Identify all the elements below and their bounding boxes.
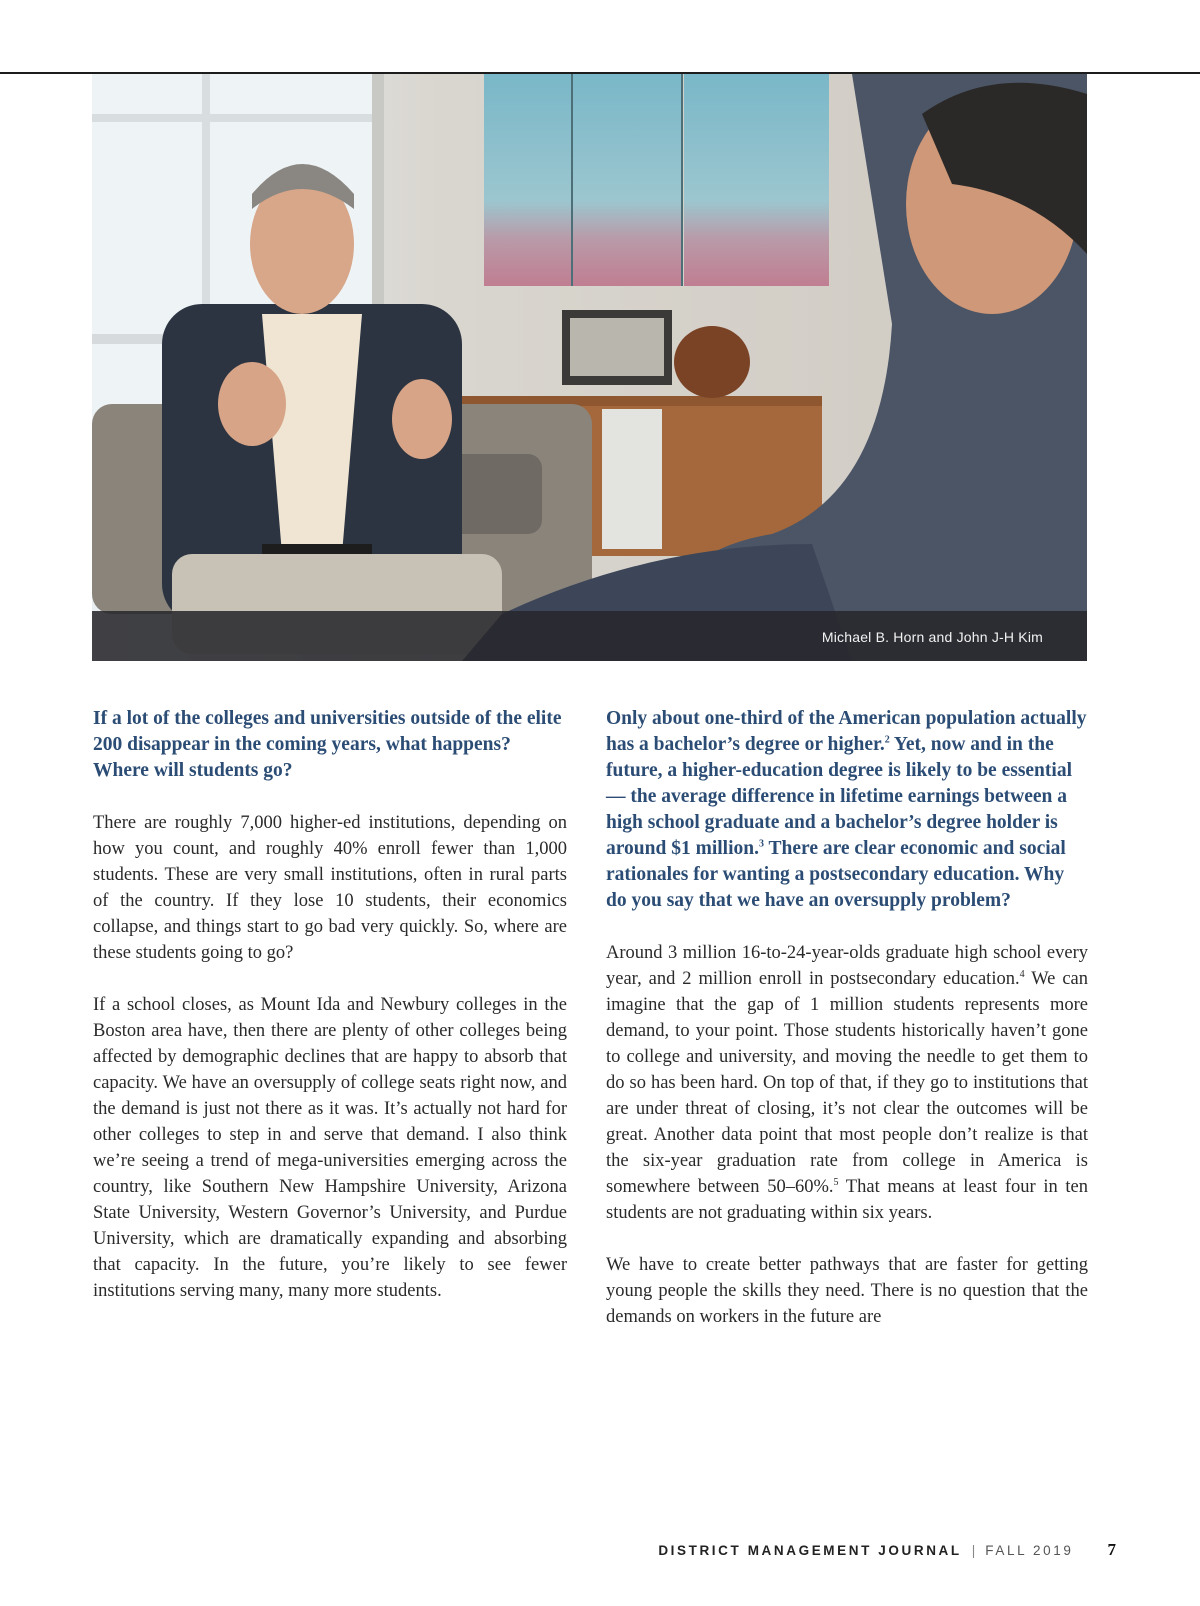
- footnote-ref: 2: [884, 734, 890, 746]
- question-text: Yet, now and in the future, a higher-education degree is likely to be essential — the average difference in lifetime earnings between a high school graduate and a bachelor’s degree holder is around $1 million.: [606, 734, 1072, 859]
- answer-paragraph-4: We have to create better pathways that are faster for getting young people the skills they need. There is no question that the demands on workers in the future are: [606, 1255, 1088, 1327]
- question-text: Only about one-third of the American population actually has a bachelor’s degree or higher.: [606, 708, 1087, 755]
- answer-paragraph-3: [606, 940, 1088, 1226]
- question-text: There are clear economic and social rationales for wanting a postsecondary education. Why do you say that we have an oversupply problem?: [606, 838, 1066, 911]
- right-column: [606, 706, 1088, 1356]
- answer-text: That means at least four in ten students are not graduating within six years.: [606, 1177, 1088, 1223]
- photo-illustration: [92, 74, 1087, 661]
- answer-paragraph-1: There are roughly 7,000 higher-ed institutions, depending on how you count, and roughly 40% enroll fewer than 1,000 students. These are very small institutions, often in rural parts of the country. If they lose 10 students, their economics collapse, and things start to go bad very quickly. So, where are these students going to go?: [93, 813, 567, 963]
- page-number: 7: [1107, 1540, 1116, 1559]
- interview-question-1: If a lot of the colleges and universities outside of the elite 200 disappear in the coming years, what happens? Where will students go?: [93, 708, 562, 781]
- footnote-ref: 3: [758, 838, 764, 850]
- footnote-ref: 4: [1019, 968, 1025, 980]
- interview-photo: [92, 74, 1087, 661]
- footer-separator: |: [971, 1542, 976, 1558]
- issue-label: FALL 2019: [985, 1542, 1074, 1558]
- photo-caption: Michael B. Horn and John J-H Kim: [821, 629, 1043, 645]
- answer-text: Around 3 million 16-to-24-year-olds graduate high school every year, and 2 million enroll in postsecondary education.: [606, 943, 1088, 989]
- journal-name: DISTRICT MANAGEMENT JOURNAL: [658, 1542, 962, 1558]
- interview-question-2: [606, 706, 1088, 914]
- footnote-ref: 5: [833, 1176, 839, 1188]
- answer-paragraph-2: If a school closes, as Mount Ida and Newbury colleges in the Boston area have, then there are plenty of other colleges being affected by demographic declines that are happy to absorb that capacity. We have an oversupply of college seats right now, and the demand is just not there as it was. It’s actually not hard for other colleges to step in and serve that demand. I also think we’re seeing a trend of mega-universities emerging across the country, like Southern New Hampshire University, Arizona State University, Western Governor’s University, and Purdue University, which are dramatically expanding and absorbing that capacity. In the future, you’re likely to see fewer institutions serving many, many more students.: [93, 995, 567, 1301]
- left-column: [93, 706, 567, 1330]
- caption-bar: [92, 611, 1087, 661]
- page-footer: [658, 1540, 1116, 1560]
- answer-text: We can imagine that the gap of 1 million students represents more demand, to your point. Those students historically haven’t gone to college and university, and moving the needle to get them to do so has been hard. On top of that, if they go to institutions that are under threat of closing, it’s not clear the outcomes will be great. Another data point that most people don’t realize is that the six-year graduation rate from college in America is somewhere between 50–60%.: [606, 969, 1088, 1197]
